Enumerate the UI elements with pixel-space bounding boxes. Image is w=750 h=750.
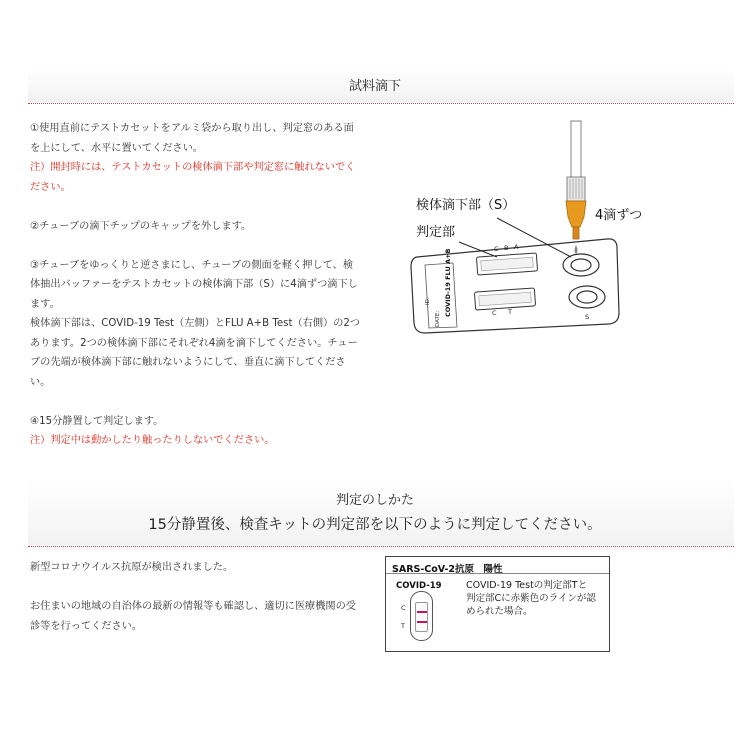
section-title-sample-drop: 試料滴下 [348, 79, 401, 94]
result-card-desc-line: められた場合。 [466, 606, 533, 617]
sample-well-upper-inner [571, 259, 591, 271]
cassette-a-mark: A [514, 243, 519, 251]
cassette-b-mark: B [504, 244, 509, 252]
step1-line: を上にして、水平に置いてください。 [30, 142, 203, 154]
result-line: 診等を行ってください。 [30, 620, 143, 632]
section-subtitle-judgement: 15分静置後、検査キットの判定部を以下のように判定してください。 [148, 517, 602, 533]
tube-body [571, 121, 581, 181]
result-card-test-name: COVID-19 [396, 581, 442, 591]
cassette-c-mark: C [492, 309, 497, 317]
result-area-label: 判定部 [416, 225, 456, 240]
section-divider [28, 546, 734, 547]
result-card-desc-line: 判定部Cに赤紫色のラインが認 [466, 593, 596, 604]
instructions-block [30, 119, 390, 451]
step2-line: ②チューブの滴下チップのキャップを外します。 [30, 220, 252, 232]
step4-line: ④15分静置して判定します。 [30, 415, 164, 427]
result-line: お住まいの地域の自治体の最新の情報等も確認し、適切に医療機関の受 [30, 601, 356, 612]
sample-well-lower-inner [577, 291, 597, 303]
section-title-judgement: 判定のしかた [335, 493, 414, 508]
cassette-date-text: DATE: [435, 310, 441, 327]
cassette-label-area [425, 263, 457, 328]
step3-line: 体抽出バッファーをテストカセットの検体滴下部（S）に4滴ずつ滴下し [30, 279, 358, 290]
result-card-header: SARS-CoV-2抗原 陽性 [392, 564, 503, 575]
control-line [417, 611, 427, 613]
step4-note: 注）判定中は動かしたり触ったりしないでください。 [30, 435, 275, 446]
step1-note: ださい。 [30, 181, 71, 193]
cassette-name: COVID-19 FLU A+B [444, 248, 452, 317]
cassette-id-text: ID: [425, 297, 431, 305]
cassette-t-mark: T [508, 308, 512, 316]
step3-line: ③チューブをゆっくりと逆さまにし、チューブの側面を軽く押して、検 [30, 259, 354, 271]
cassette-c-mark: C [494, 245, 499, 253]
drops-label: 4滴ずつ [595, 208, 643, 223]
result-card-desc-line: COVID-19 Testの判定部Tと [466, 580, 588, 591]
test-strip-window [415, 602, 428, 632]
dropper-nozzle [573, 227, 579, 239]
step3-line: ブの先端が検体滴下部に触れないようにして、垂直に滴下してくださ [30, 357, 346, 368]
cassette-illustration [395, 115, 655, 340]
result-card-t-mark: T [401, 622, 405, 630]
test-line [417, 621, 427, 623]
step3-line: い。 [30, 376, 51, 388]
result-card-divider [386, 573, 609, 574]
step3-line: 検体滴下部は、COVID-19 Test（左側）とFLU A+B Test（右側）の2つ [30, 318, 361, 329]
result-line: 新型コロナウイルス抗原が検出されました。 [30, 562, 234, 573]
result-card-c-mark: C [401, 604, 406, 612]
step3-line: あります。2つの検体滴下部にそれぞれ4滴を滴下してください。チュー [30, 337, 358, 349]
section-divider [28, 103, 734, 104]
step1-line: ①使用直前にテストカセットをアルミ袋から取り出し、判定窓のある面 [30, 123, 354, 134]
result-text-block [30, 558, 380, 636]
step3-line: ます。 [30, 298, 60, 310]
result-card-description [466, 579, 608, 618]
dropper-tip [566, 201, 586, 227]
test-strip-icon [410, 591, 433, 641]
step1-note: 注）開封時には、テストカセットの検体滴下部や判定窓に触れないでく [30, 162, 356, 173]
tube-grip [567, 177, 585, 201]
sample-port-label: 検体滴下部（S） [416, 198, 516, 213]
cassette-s-mark: S [585, 313, 590, 321]
